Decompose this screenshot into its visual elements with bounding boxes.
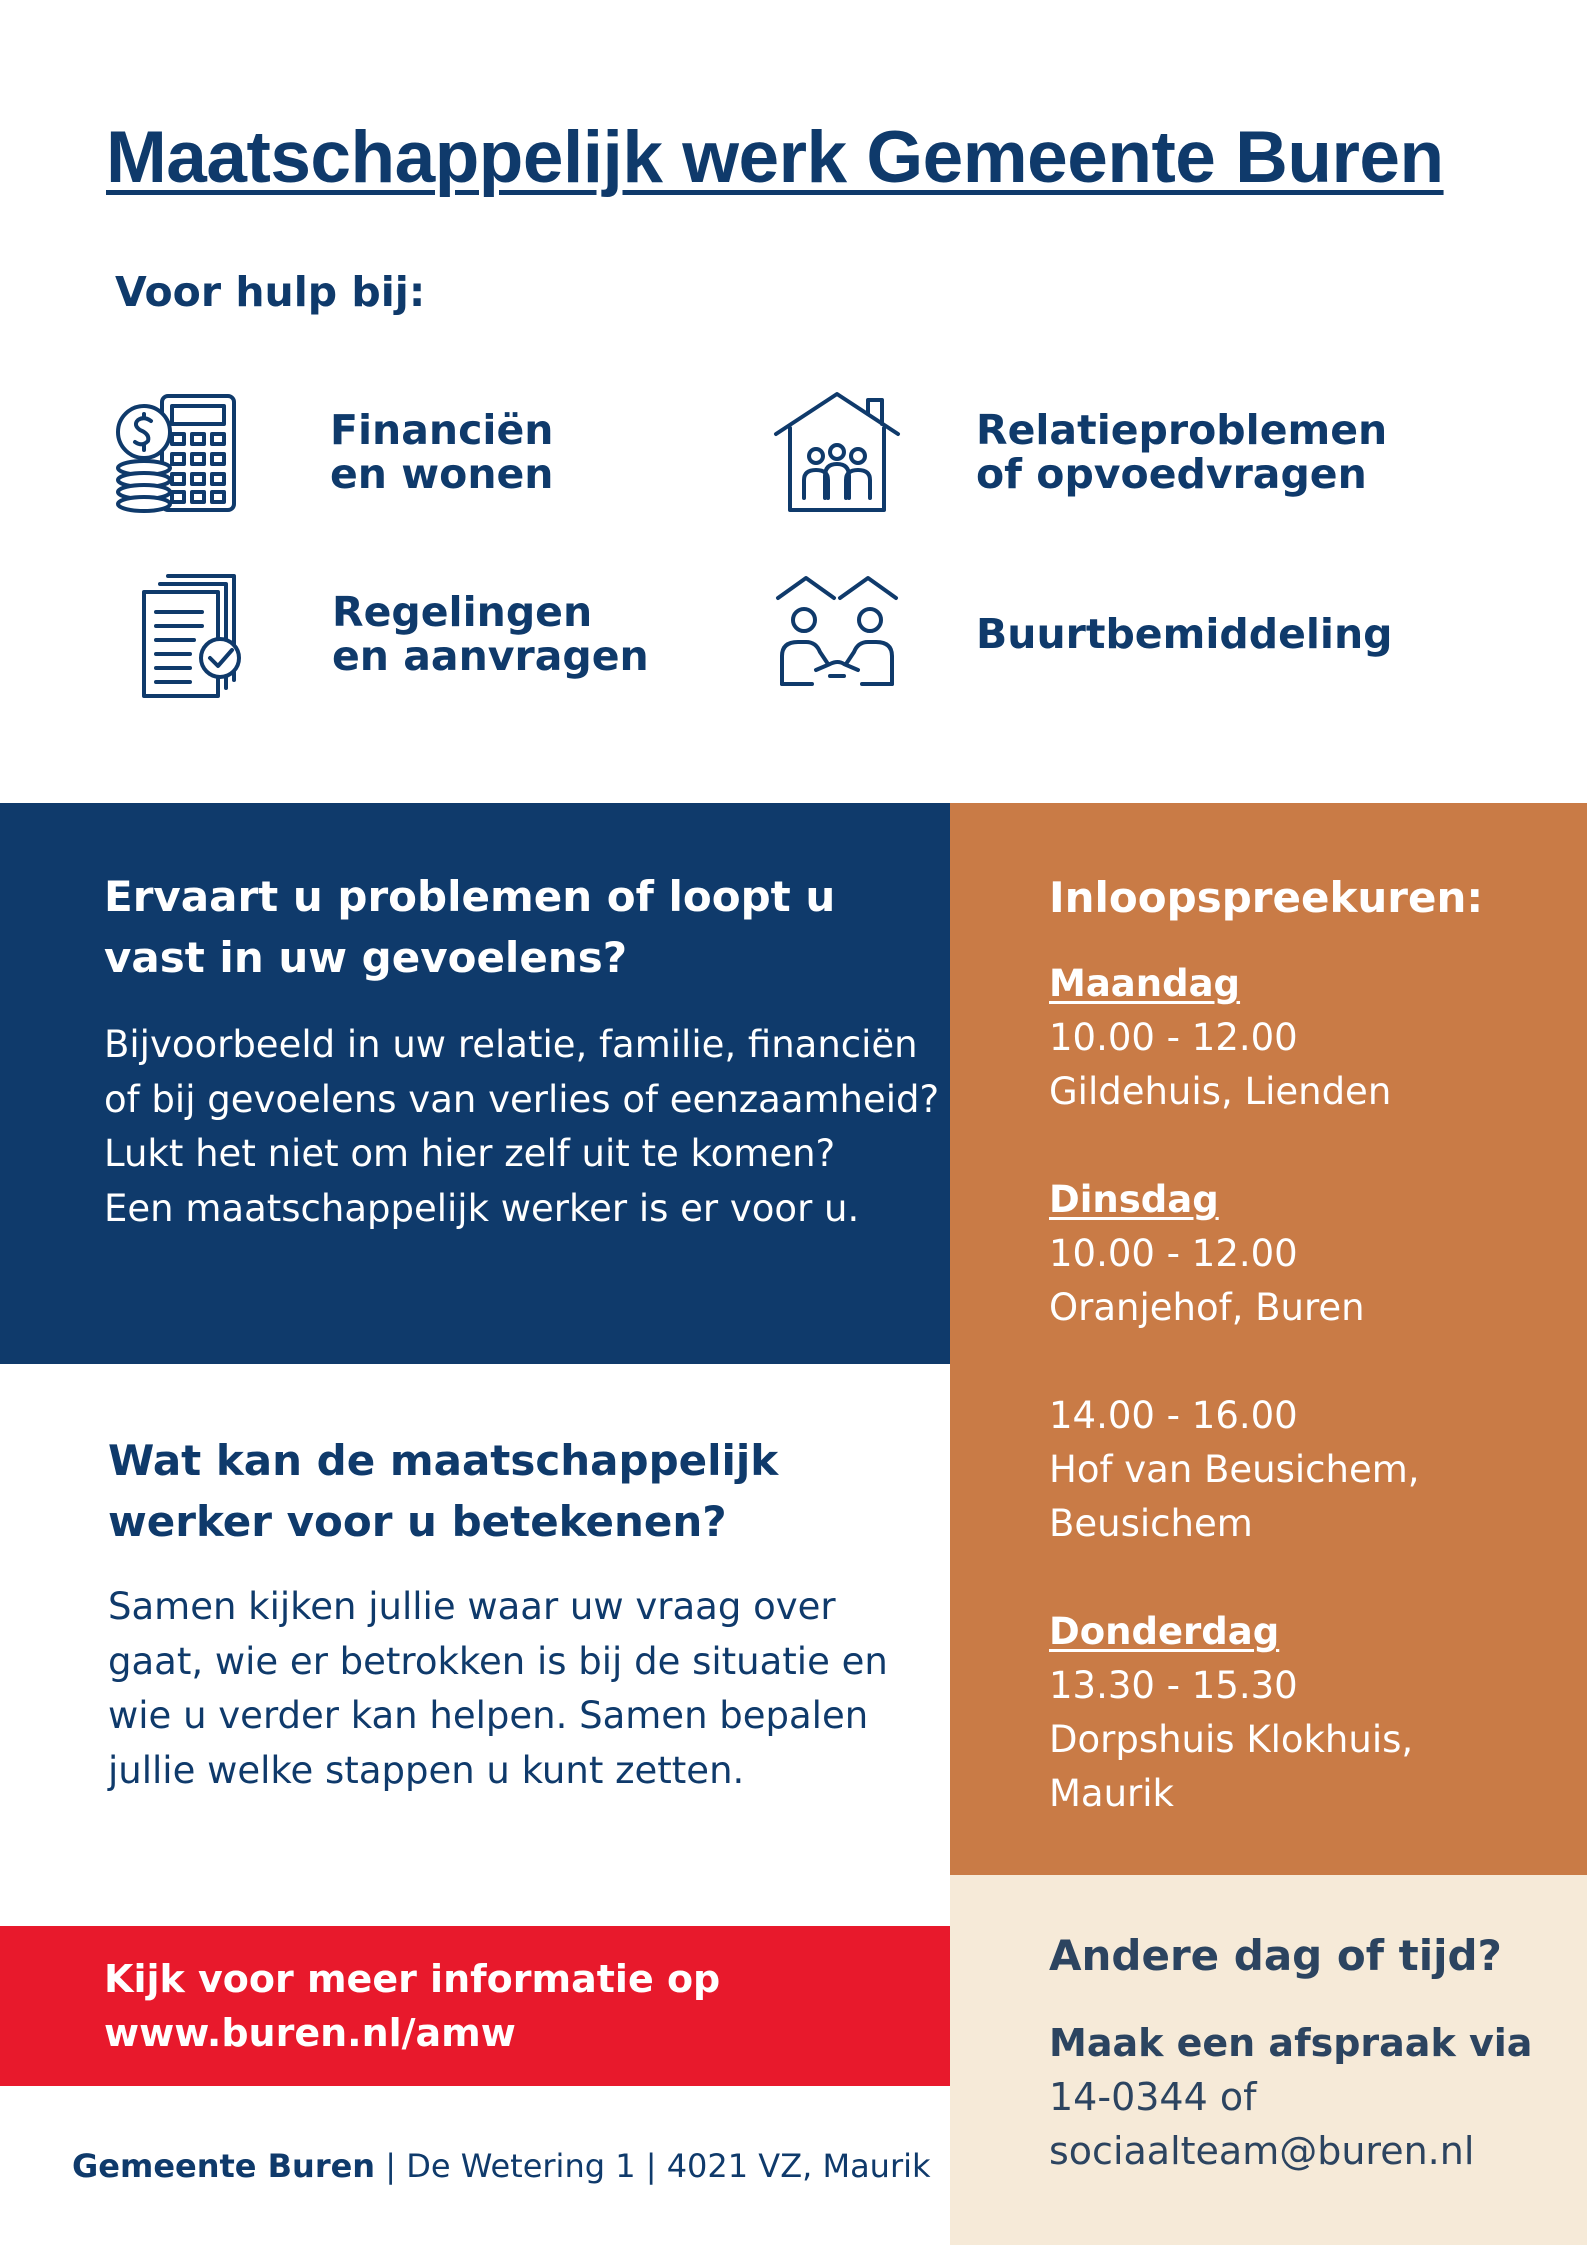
time-range: 13.30 - 15.30 [1049,1664,1298,1707]
problem-heading: Ervaart u problemen of loopt u vast in uw gevoelens? [104,872,836,982]
time-range: 14.00 - 16.00 [1049,1394,1298,1437]
other-time-heading: Andere dag of tijd? [1049,1931,1502,1980]
calculator-coins-icon [112,388,242,518]
footer-org: Gemeente Buren [72,2147,376,2185]
phone-number[interactable]: 14-0344 of [1049,2075,1257,2119]
location-town: Maurik [1049,1772,1174,1815]
neighbours-handshake-icon [772,572,902,702]
house-family-icon [772,388,902,518]
email-link[interactable]: sociaalteam@buren.nl [1049,2129,1475,2173]
day-label: Donderdag [1049,1610,1280,1653]
service-label-mediation: Buurtbemiddeling [976,610,1393,658]
location: Hof van Beusichem, [1049,1448,1420,1491]
day-label: Dinsdag [1049,1178,1219,1221]
appointment-lead: Maak een afspraak via [1049,2021,1533,2065]
problem-body [104,1018,944,1236]
problem-body-text: Bijvoorbeeld in uw relatie, familie, financiën of bij gevoelens van verlies of eenzaamheid? Lukt het niet om hier zelf uit te komen? [104,1023,940,1175]
hours-slot-thursday [1049,1605,1413,1821]
hours-slot-tuesday [1049,1173,1365,1335]
appointment-info [1049,2016,1532,2178]
time-range: 10.00 - 12.00 [1049,1016,1298,1059]
website-link[interactable]: www.buren.nl/amw [104,2011,516,2055]
service-label-relationships: Relatieproblemen of opvoedvragen [976,406,1388,498]
more-info-lead: Kijk voor meer informatie op [104,1957,721,2001]
service-label-finances: Financiën en wonen [330,406,554,498]
hours-slot-tuesday-afternoon [1049,1389,1420,1551]
problem-body-text-2: Een maatschappelijk werker is er voor u. [104,1186,860,1230]
day-label: Maandag [1049,962,1241,1005]
footer-address-text: | De Wetering 1 | 4021 VZ, Maurik [375,2147,931,2185]
hours-title: Inloopspreekuren: [1049,873,1484,922]
time-range: 10.00 - 12.00 [1049,1232,1298,1275]
documents-check-icon [138,570,268,700]
service-label-regulations: Regelingen en aanvragen [332,588,649,680]
location: Gildehuis, Lienden [1049,1070,1392,1113]
hours-slot-monday [1049,957,1391,1119]
location: Dorpshuis Klokhuis, [1049,1718,1414,1761]
footer-address [72,2146,931,2186]
location: Oranjehof, Buren [1049,1286,1365,1329]
intro-heading: Voor hulp bij: [115,268,426,316]
more-info-text [104,1952,720,2060]
role-body: Samen kijken jullie waar uw vraag over gaat, wie er betrokken is bij de situatie en wie u verder kan helpen. Samen bepalen jullie welke stappen u kunt zetten. [108,1585,888,1792]
page-title: Maatschappelijk werk Gemeente Buren [106,117,1444,198]
location-town: Beusichem [1049,1502,1253,1545]
role-heading: Wat kan de maatschappelijk werker voor u betekenen? [108,1436,779,1546]
